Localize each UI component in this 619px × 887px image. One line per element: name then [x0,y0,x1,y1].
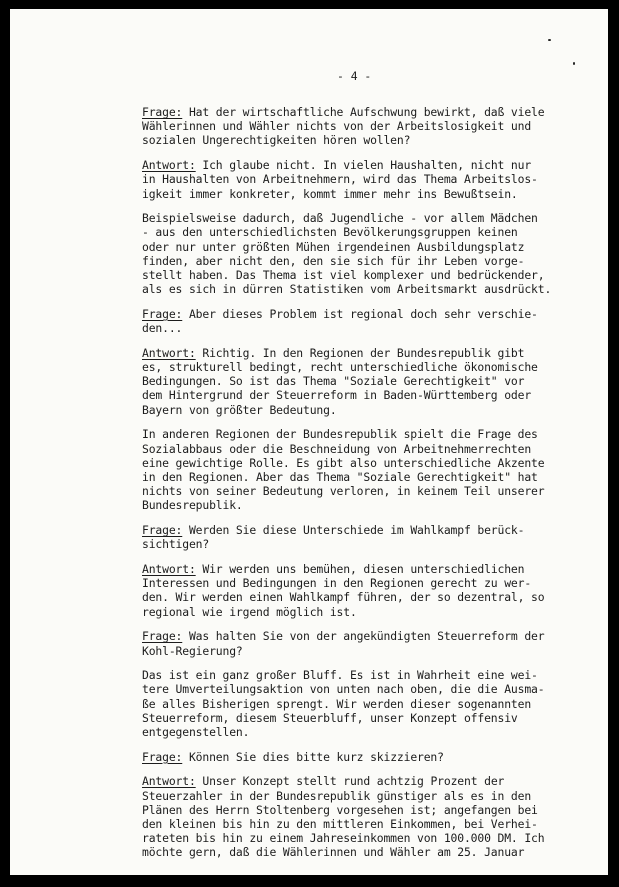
scan-speck [573,62,575,65]
paragraph [142,629,587,657]
interview-text [142,105,587,870]
paragraph [142,211,587,296]
scan-speck [548,39,551,41]
paragraph-text: Aber dieses Problem ist regional doch sehr verschie- den... [142,306,538,336]
answer-label: Antwort: [142,345,196,360]
answer-label: Antwort: [142,774,196,789]
paragraph [142,105,587,148]
paragraph [142,523,587,551]
answer-label: Antwort: [142,561,196,576]
paragraph-text: Das ist ein ganz großer Bluff. Es ist in Wahrheit eine wei- tere Umverteilungsaktion von unten nach oben, die die Ausma- ße alles Bisherigen sprengt. Wir werden dieser sogenannten Steuerreform, diesem Steuerbluff, unser Konzept offensiv entgegenstellen. [142,668,545,740]
paragraph-text: In anderen Regionen der Bundesrepublik spielt die Frage des Sozialabbaus oder die Beschneidung von Arbeitnehmerrechten eine gewichtige Rolle. Es gibt also unterschiedliche Akzente in den Regionen. Aber das Thema "Soziale Gerechtigkeit" hat nichts von seiner Bedeutung verloren, in keinem Teil unserer Bundesrepublik. [142,427,545,513]
paragraph [142,668,587,739]
paragraph-text: Ich glaube nicht. In vielen Haushalten, nicht nur in Haushalten von Arbeitnehmern, wird das Thema Arbeitslos- igkeit immer konkreter, kommt immer mehr ins Bewußtsein. [142,158,538,201]
question-label: Frage: [142,105,183,119]
paragraph-text: Hat der wirtschaftliche Aufschwung bewirkt, daß viele Wählerinnen und Wähler nichts von der Arbeitslosigkeit und sozialen Ungerechtigkeiten hören wollen? [142,105,545,148]
paragraph-text: Werden Sie diese Unterschiede im Wahlkampf berück- sichtigen? [142,523,525,552]
paragraph [142,774,587,859]
paragraph [142,562,587,619]
paragraph-text: Wir werden uns bemühen, diesen unterschiedlichen Interessen und Bedingungen in den Regionen gerecht zu wer- den. Wir werden einen Wahlkampf führen, der so dezentral, so regional wie irgend möglich ist. [142,561,545,619]
paragraph-text: Was halten Sie von der angekündigten Steuerreform der Kohl-Regierung? [142,629,545,658]
answer-label: Antwort: [142,158,196,173]
paragraph-text: Unser Konzept stellt rund achtzig Prozent der Steuerzahler in der Bundesrepublik günstiger als es in den Plänen des Herrn Stoltenberg vorgesehen ist; angefangen bei den kleinen bis hin zu den mittleren Einkommen, bei Verhei- rateten bis hin zu einem Jahreseinkommen von 100.000 DM. Ich möchte gern, daß die Wählerinnen und Wähler am 25. Januar [142,774,545,860]
paragraph [142,427,587,512]
paragraph [142,346,587,417]
paragraph-text: Können Sie dies bitte kurz skizzieren? [182,749,444,764]
paragraph [142,158,587,201]
question-label: Frage: [142,523,183,538]
question-label: Frage: [142,749,183,764]
question-label: Frage: [142,629,183,644]
document-page [10,9,608,875]
paragraph-text: Beispielsweise dadurch, daß Jugendliche - vor allem Mädchen - aus den unterschiedlichsten Bevölkerungsgruppen keinen oder nur unter größten Mühen irgendeinen Ausbildungsplatz finden, aber nicht den, den sie sich für ihr Leben vorge- stellt haben. Das Thema ist viel komplexer und bedrückender, als es sich in dürren Statistiken vom Arbeitsmarkt ausdrückt. [142,211,552,297]
question-label: Frage: [142,306,183,321]
paragraph [142,750,587,764]
paragraph [142,307,587,335]
page-number: - 4 - [337,69,372,83]
paragraph-text: Richtig. In den Regionen der Bundesrepublik gibt es, strukturell bedingt, recht unterschiedliche ökonomische Bedingungen. So ist das Thema "Soziale Gerechtigkeit" vor dem Hintergrund der Steuerreform in Baden-Württemberg oder Bayern von größter Bedeutung. [142,345,538,417]
